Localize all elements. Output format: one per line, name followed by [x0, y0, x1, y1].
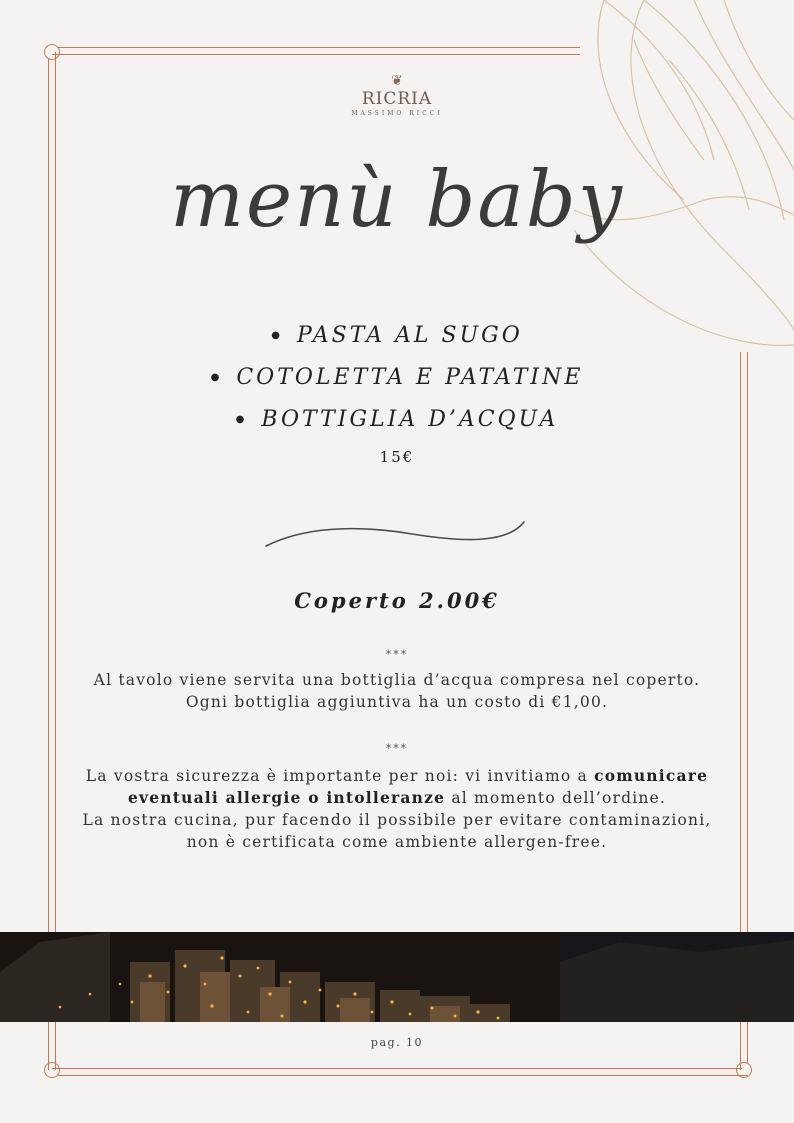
bullet-icon: ●: [235, 414, 248, 425]
section-separator: ***: [385, 742, 409, 755]
allergy-note: [0, 765, 794, 853]
frame-top-line: [58, 47, 580, 48]
water-note-line: Ogni bottiglia aggiuntiva ha un costo di €1,00.: [185, 693, 609, 711]
frame-bottom-line-inner: [58, 1075, 748, 1076]
menu-item: [0, 399, 794, 441]
menu-item: [0, 315, 794, 357]
allergy-note-line: [0, 787, 794, 809]
frame-bottom-line: [52, 1068, 742, 1069]
allergy-note-line: [0, 765, 794, 787]
water-note-line: Al tavolo viene servita una bottiglia d’acqua compresa nel coperto.: [93, 671, 701, 689]
frame-corner-ornament: [736, 1062, 752, 1078]
menu-item-label: BOTTIGLIA D’ACQUA: [261, 407, 559, 432]
menu-item-label: PASTA AL SUGO: [296, 323, 523, 348]
logo-emblem-icon: ❦: [391, 73, 403, 89]
section-separator: ***: [385, 648, 409, 661]
page-title: menù baby: [170, 155, 624, 245]
menu-price: 15€: [379, 448, 415, 466]
coperto-price: Coperto 2.00€: [294, 588, 500, 613]
logo-name: RICRIA: [361, 89, 433, 109]
menu-item-list: [0, 315, 794, 441]
frame-corner-ornament: [44, 1062, 60, 1078]
bullet-icon: ●: [210, 372, 223, 383]
frame-corner-ornament: [44, 44, 60, 60]
allergy-text: al momento dell’ordine.: [445, 789, 667, 807]
page-number: pag. 10: [370, 1036, 424, 1049]
allergy-note-line: La nostra cucina, pur facendo il possibile per evitare contaminazioni,: [82, 811, 712, 829]
swash-divider-icon: [262, 516, 532, 552]
logo-subtitle: MASSIMO RICCI: [351, 110, 443, 117]
village-night-photo: [0, 932, 794, 1022]
menu-item-label: COTOLETTA E PATATINE: [236, 365, 584, 390]
bullet-icon: ●: [271, 330, 283, 341]
allergy-emphasis: eventuali allergie o intolleranze: [127, 788, 446, 807]
menu-item: [0, 357, 794, 399]
allergy-text: La vostra sicurezza è importante per noi: vi invitiamo a: [85, 767, 595, 785]
water-note: [0, 669, 794, 713]
brand-logo: [0, 74, 794, 118]
frame-top-line-inner: [52, 54, 580, 55]
allergy-note-line: non è certificata come ambiente allergen-free.: [186, 833, 608, 851]
allergy-emphasis: comunicare: [594, 766, 709, 785]
